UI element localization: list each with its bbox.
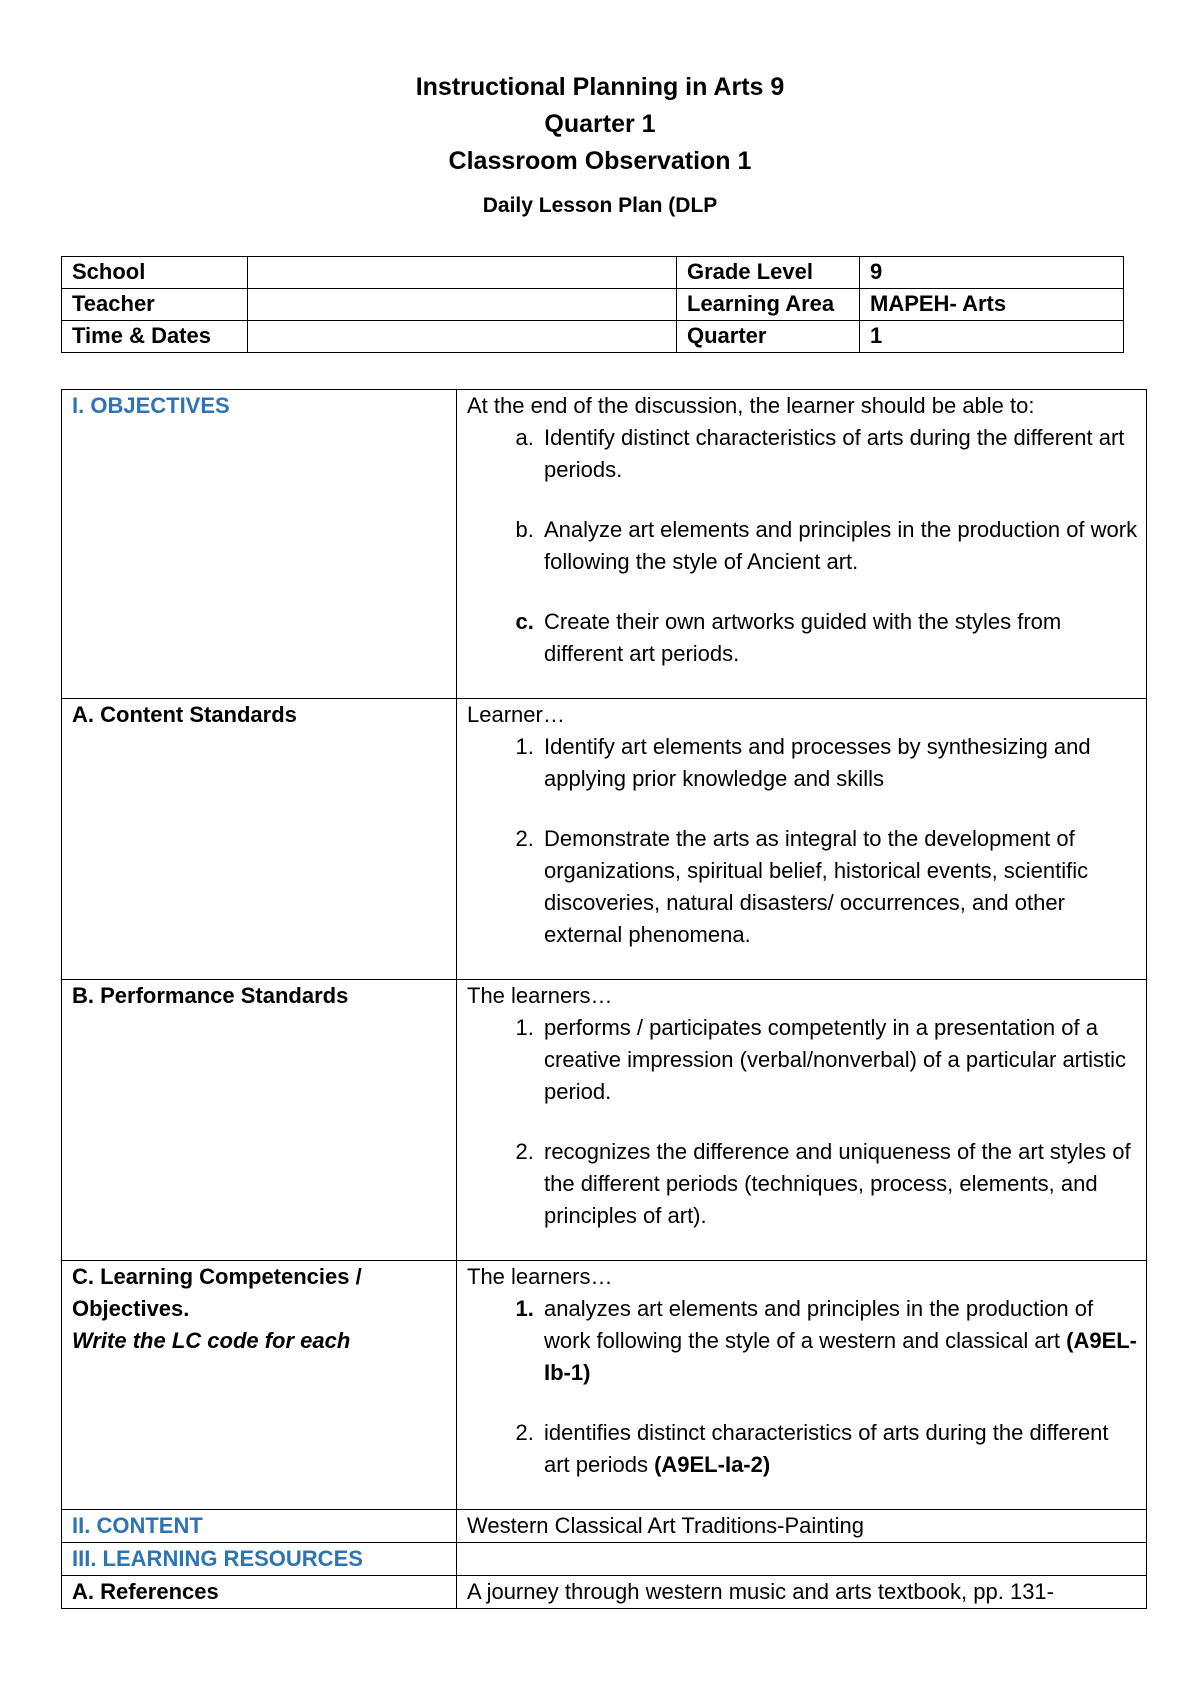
list-item: c. Create their own artworks guided with the styles from different art periods. [540,606,1140,670]
performance-standards-list [467,1012,1140,1232]
content-standards-label: A. Content Standards [62,699,457,980]
objectives-row [62,390,1147,699]
observation-heading: Classroom Observation 1 [448,147,752,175]
performance-standards-content [457,980,1147,1261]
content-standards-intro: Learner… [467,702,565,727]
objectives-label: I. OBJECTIVES [62,390,457,699]
competencies-label [62,1261,457,1510]
list-item: 1. performs / participates competently in a presentation of a creative impression (verbal/nonverbal) of a particular artistic period. [540,1012,1140,1108]
school-label: School [62,257,248,289]
grade-label: Grade Level [677,257,860,289]
references-value: A journey through western music and arts textbook, pp. 131- [457,1576,1147,1609]
teacher-value [248,289,677,321]
objectives-intro: At the end of the discussion, the learner should be able to: [467,393,1035,418]
lesson-plan-table [61,389,1147,1609]
info-row-teacher [62,289,1124,321]
teacher-label: Teacher [62,289,248,321]
competencies-label-line1: C. Learning Competencies / [72,1264,362,1289]
quarter-heading: Quarter 1 [544,110,656,138]
lc-code: (A9EL-Ib-1) [544,1328,1138,1385]
list-item [540,1293,1140,1389]
competencies-note: Write the LC code for each [72,1328,351,1353]
competencies-list [467,1293,1140,1481]
references-row [62,1576,1147,1609]
objectives-content [457,390,1147,699]
quarter-value: 1 [860,321,1124,353]
grade-value: 9 [860,257,1124,289]
content-standards-content [457,699,1147,980]
document-subtitle: Daily Lesson Plan (DLP [482,194,718,217]
time-value [248,321,677,353]
time-label: Time & Dates [62,321,248,353]
resources-value [457,1543,1147,1576]
competency-text: identifies distinct characteristics of arts during the different art periods [544,1420,1109,1477]
school-value [248,257,677,289]
lc-code: (A9EL-Ia-2) [654,1452,771,1477]
competencies-content [457,1261,1147,1510]
list-item: 2. recognizes the difference and uniqueness of the art styles of the different periods (techniques, process, elements, and principles of art). [540,1136,1140,1232]
content-standards-row [62,699,1147,980]
performance-standards-row [62,980,1147,1261]
competencies-intro: The learners… [467,1264,613,1289]
content-label: II. CONTENT [62,1510,457,1543]
area-label: Learning Area [677,289,860,321]
document-title: Instructional Planning in Arts 9 [415,73,785,101]
list-item: 1. Identify art elements and processes by synthesizing and applying prior knowledge and skills [540,731,1140,795]
list-item: 2. Demonstrate the arts as integral to the development of organizations, spiritual belief, historical events, scientific discoveries, natural disasters/ occurrences, and other external phenomena. [540,823,1140,951]
resources-row [62,1543,1147,1576]
content-row [62,1510,1147,1543]
info-row-school [62,257,1124,289]
list-item: b. Analyze art elements and principles in the production of work following the style of Ancient art. [540,514,1140,578]
references-label: A. References [62,1576,457,1609]
content-standards-list [467,731,1140,951]
resources-label: III. LEARNING RESOURCES [62,1543,457,1576]
quarter-label: Quarter [677,321,860,353]
performance-standards-label: B. Performance Standards [62,980,457,1261]
competency-text: analyzes art elements and principles in the production of work following the style of a western and classical art [544,1296,1094,1353]
info-row-time [62,321,1124,353]
performance-standards-intro: The learners… [467,983,613,1008]
content-value: Western Classical Art Traditions-Painting [457,1510,1147,1543]
list-item [540,1417,1140,1481]
objectives-list [467,422,1140,670]
competencies-label-line2: Objectives. [72,1296,190,1321]
list-item: a. Identify distinct characteristics of arts during the different art periods. [540,422,1140,486]
info-table [61,256,1124,353]
competencies-row [62,1261,1147,1510]
area-value: MAPEH- Arts [860,289,1124,321]
